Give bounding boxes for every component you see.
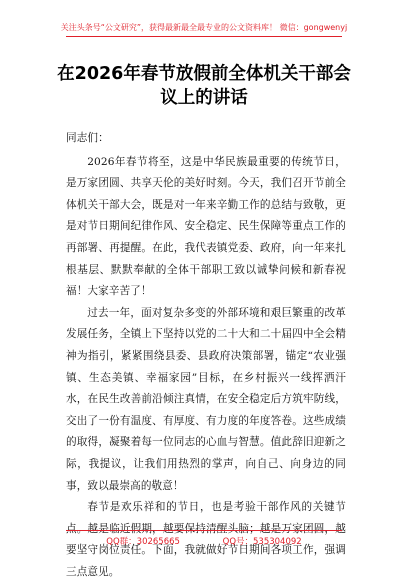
footer-contact xyxy=(0,535,408,547)
header-divider xyxy=(66,36,342,37)
body-paragraph: 2026年春节将至，这是中华民族最重要的传统节日，是万家团圆、共享天伦的美好时刻。今天，我们召开节前全体机关干部大会，既是对一年来辛勤工作的总结与致敬，更是对节日期间纪律作风、安全稳定、民生保障等重点工作的再部署、再提醒。在此，我代表镇党委、政府，向一年来扎根基层、默默奉献的全体干部职工致以诚挚问候和新春祝福！大家辛苦了！ xyxy=(66,155,346,298)
document-title: 在2026年春节放假前全体机关干部会议上的讲话 xyxy=(57,64,351,108)
header-promo-text: 关注头条号“公文研究”，获得最新最全最专业的公文资料库！ 微信：gongwenyj xyxy=(60,23,348,32)
footer-qq-group: QQ群：30265665 xyxy=(106,537,180,547)
footer-divider xyxy=(66,530,342,531)
document-body xyxy=(66,128,346,583)
body-paragraph: 春节是欢乐祥和的节日，也是考验干部作风的关键节点。越是临近假期，越要保持清醒头脑；越是万家团圆，越要坚守岗位责任。下面，我就做好节日期间各项工作，强调三点意见。 xyxy=(66,501,346,578)
page-header xyxy=(0,0,408,40)
body-paragraph: 过去一年，面对复杂多变的外部环境和艰巨繁重的改革发展任务，全镇上下坚持以党的二十大和二十届四中全会精神为指引，紧紧围绕县委、县政府决策部署，锚定“农业强镇、生态美镇、幸福家园”目标，在乡村振兴一线挥洒汗水，在民生改善前沿倾注真情，在安全稳定后方筑牢防线，交出了一份有温度、有厚度、有力度的年度答卷。这些成绩的取得，凝聚着每一位同志的心血与智慧。值此辞旧迎新之际，我提议，让我们用热烈的掌声，向自己、向身边的同事，致以最崇高的敬意！ xyxy=(66,306,346,492)
salutation: 同志们： xyxy=(66,132,109,144)
footer-qq-number: QQ号：535304092 xyxy=(222,537,302,547)
